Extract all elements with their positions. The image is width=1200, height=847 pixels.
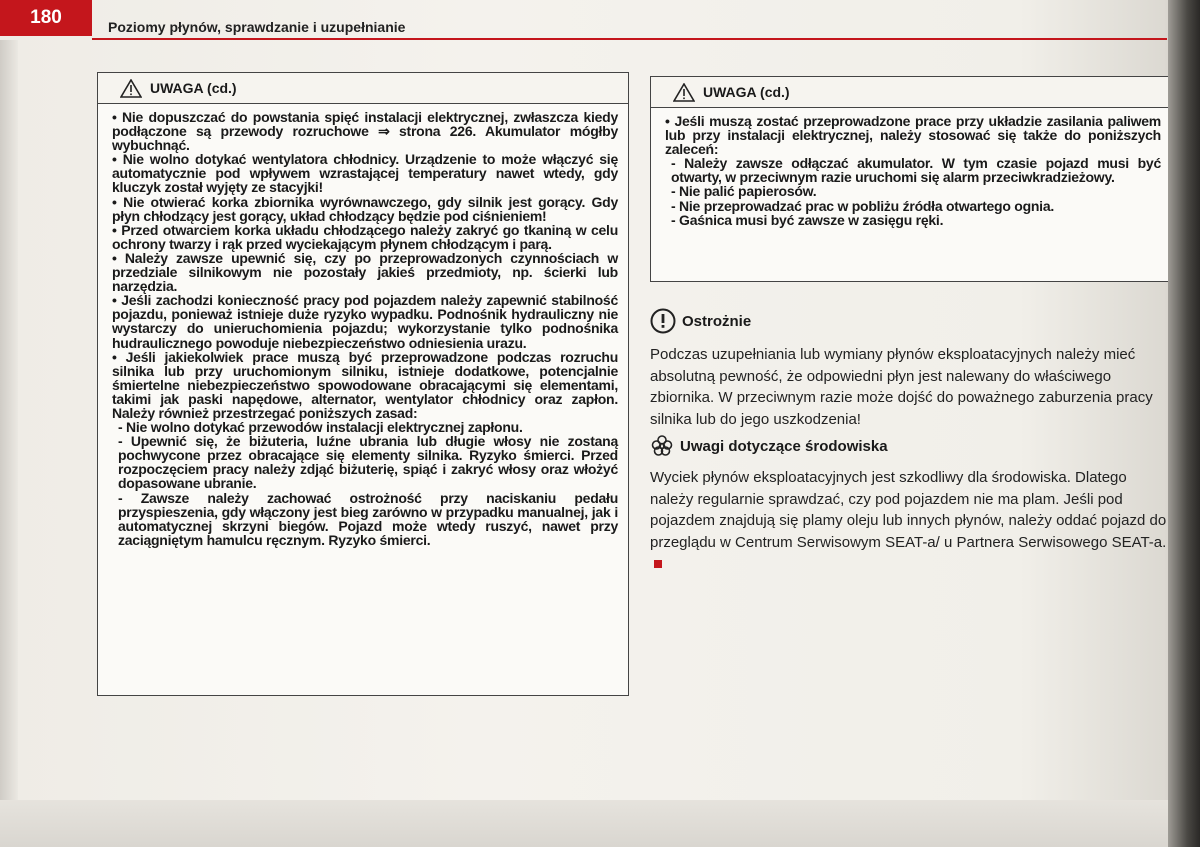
left-page-shadow: [0, 40, 18, 847]
warning-subitem: - Nie palić papierosów.: [671, 183, 817, 200]
caution-heading: [650, 308, 751, 334]
warning-box-left: [97, 72, 629, 696]
header-divider: [92, 38, 1167, 40]
warning-list-left: [98, 104, 628, 547]
warning-triangle-icon: [673, 83, 695, 102]
warning-subitem: - Zawsze należy zachować ostrożność przy naciskaniu pedału przyspieszenia, gdy włączony jest bieg zarówno w przypadku manualnej, jak i automatycznej skrzyni biegów. Pojazd może wtedy ruszyć, nawet przy zaciągniętym hamulcu ręcznym. Ryzyko śmierci.: [118, 489, 618, 548]
right-page-edge: [1168, 0, 1200, 847]
caution-circle-icon: [650, 308, 676, 334]
environment-heading: [650, 434, 888, 458]
caution-text: Podczas uzupełniania lub wymiany płynów eksploatacyjnych należy mieć absolutną pewność, że odpowiedni płyn jest nalewany do właściwego zbiornika. W przeciwnym razie może dojść do poważnego zaburzenia pracy silnika lub do jego uszkodzenia!: [650, 346, 1153, 428]
page-number: 180: [0, 0, 92, 36]
warning-subitem: - Upewnić się, że biżuteria, luźne ubrania lub długie włosy nie zostaną pochwycone przez obracające się elementy silnika. Ryzyko śmierci. Przed rozpoczęciem pracy należy zdjąć biżuterię, spiąć i zakryć włosy oraz włożyć dopasowane ubranie.: [118, 433, 618, 492]
environment-text: [650, 467, 1170, 575]
warning-subitem: - Należy zawsze odłączać akumulator. W tym czasie pojazd musi być otwarty, w przeciwnym razie uruchomi się alarm przeciwkradzieżowy.: [671, 155, 1161, 186]
environment-body: Wyciek płynów eksploatacyjnych jest szkodliwy dla środowiska. Dlatego należy regularnie sprawdzać, czy pod pojazdem nie ma plam. Jeśli pod pojazdem znajdują się plamy oleju lub innych płynów, należy oddać pojazd do przeglądu w Centrum Serwisowym SEAT-a/ u Partnera Serwisowego SEAT-a.: [650, 469, 1167, 551]
flower-icon: [650, 434, 674, 458]
warning-item: • Nie wolno dotykać wentylatora chłodnicy. Urządzenie to może włączyć się automatycznie pod wpływem wzrastającej temperatury nawet wtedy, gdy kluczyk został wyjęty ze stacyjki!: [112, 151, 618, 196]
warning-subitem: - Gaśnica musi być zawsze w zasięgu ręki.: [671, 211, 944, 228]
warning-list-right: [651, 108, 1171, 227]
warning-box-right: [650, 76, 1172, 282]
warning-header-left: [98, 73, 628, 104]
warning-title-left: UWAGA (cd.): [150, 80, 237, 96]
warning-subitem: - Nie przeprowadzać prac w pobliżu źródła otwartego ognia.: [671, 197, 1054, 214]
warning-header-right: [651, 77, 1171, 108]
warning-item: • Jeśli zachodzi konieczność pracy pod pojazdem należy zapewnić stabilność pojazdu, ponieważ istnieje duże ryzyko wypadku. Podnośnik hydrauliczny nie wystarczy do unieruchomienia pojazdu; wykorzystanie tylko podnośnika hudraulicznego powoduje niebezpieczeństwo odniesienia urazu.: [112, 292, 618, 351]
warning-item: • Należy zawsze upewnić się, czy po przeprowadzonych czynnościach w przedziale silnikowym nie pozostały jakieś przedmioty, np. ścierki lub narzędzia.: [112, 249, 618, 295]
bottom-page-band: [0, 800, 1168, 847]
caution-title: Ostrożnie: [682, 312, 752, 330]
section-title: Poziomy płynów, sprawdzanie i uzupełnianie: [108, 19, 406, 35]
warning-item: • Nie dopuszczać do powstania spięć instalacji elektrycznej, zwłaszcza kiedy podłączone są przewody rozruchowe ⇒ strona 226. Akumulator mógłby wybuchnąć.: [112, 109, 618, 154]
warning-item: • Jeśli jakiekolwiek prace muszą być przeprowadzone podczas rozruchu silnika lub przy uruchomionym silniku, istnieje dodatkowe, potencjalnie śmiertelne niebezpieczeństwo spowodowane obracającymi się elementami, takimi jak paski napędowe, alternator, wentylator chłodnicy oraz zapłon. Należy również przestrzegać poniższych zasad:: [112, 348, 618, 421]
warning-item: • Przed otwarciem korka układu chłodzącego należy zakryć go tkaniną w celu ochrony twarzy i rąk przed wyciekającym płynem chłodzącym i parą.: [112, 221, 618, 252]
warning-subitem: - Nie wolno dotykać przewodów instalacji elektrycznej zapłonu.: [118, 419, 523, 436]
end-marker: [654, 560, 662, 568]
warning-item: • Jeśli muszą zostać przeprowadzone prace przy układzie zasilania paliwem lub przy instalacji elektrycznej, należy stosować się także do poniższych zaleceń:: [665, 113, 1161, 158]
warning-item: • Nie otwierać korka zbiornika wyrównawczego, gdy silnik jest gorący. Gdy płyn chłodzący jest gorący, układ chłodzący będzie pod ciśnieniem!: [112, 193, 618, 224]
warning-triangle-icon: [120, 79, 142, 98]
environment-title: Uwagi dotyczące środowiska: [680, 437, 888, 455]
warning-title-right: UWAGA (cd.): [703, 84, 790, 100]
